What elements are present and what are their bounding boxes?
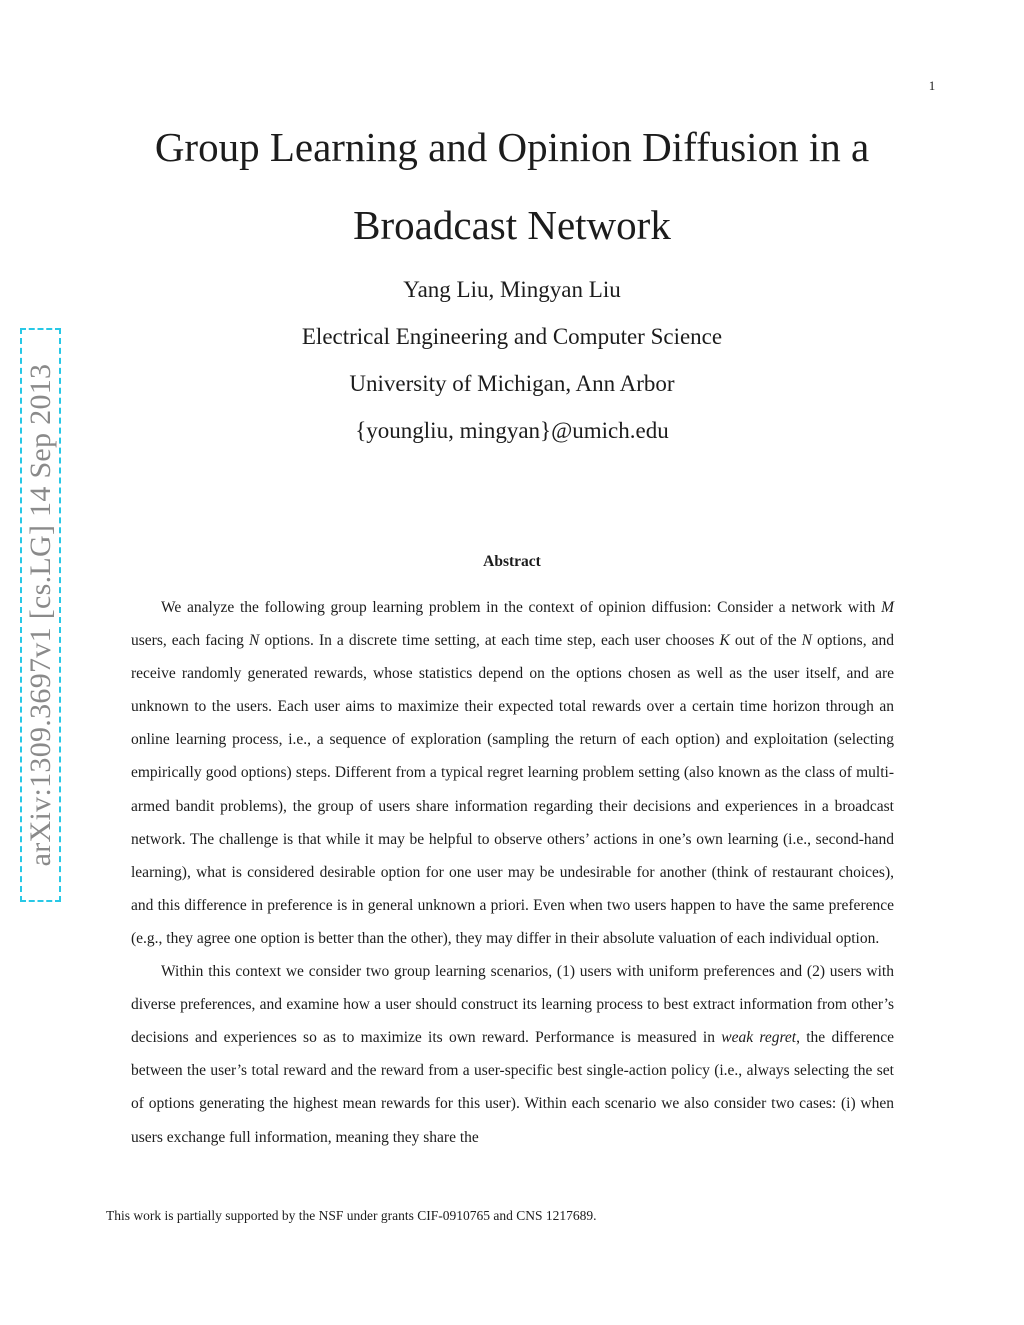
text-run: , the difference between the user’s total reward and the reward from a user-specific best single-action policy (i.e., always selecting the set of options generating the highest mean rewards for this user). Within each scenario we also consider two cases: (i) when users exchange full information, meaning they share the [131, 1029, 894, 1146]
abstract-body [131, 591, 894, 1154]
arxiv-identifier[interactable]: arXiv:1309.3697v1 [cs.LG] 14 Sep 2013 [23, 363, 57, 867]
page-number: 1 [928, 78, 936, 93]
text-run: Within this context we consider two group learning scenarios, (1) users with uniform preferences and (2) users with diverse preferences, and examine how a user should construct its learning process to best extract information from other’s decisions and experiences so as to maximize its own reward. Performance is measured in [131, 963, 894, 1047]
math-symbol-n: N [248, 632, 260, 650]
math-symbol-k: K [719, 632, 730, 650]
text-run: options. In a discrete time setting, at each time step, each user chooses [259, 632, 720, 650]
text-run: options, and receive randomly generated rewards, whose statistics depend on the options chosen as well as the user itself, and are unknown to the users. Each user aims to maximize their expected total rewards over a certain time horizon through an online learning process, i.e., a sequence of exploration (sampling the return of each option) and exploitation (selecting empirically good options) steps. Different from a typical regret learning problem setting (also known as the class of multi-armed bandit problems), the group of users share information regarding their decisions and experiences in a broadcast network. The challenge is that while it may be helpful to observe others’ actions in one’s own learning (i.e., second-hand learning), what is considered desirable option for one user may be undesirable for another (think of restaurant choices), and this difference in preference is in general unknown a priori. Even when two users happen to have the same preference (e.g., they agree one option is better than the other), they may differ in their absolute valuation of each individual option. [131, 632, 895, 947]
emphasis-weak-regret: weak regret [721, 1029, 797, 1047]
funding-footnote: This work is partially supported by the NSF under grants CIF-0910765 and CNS 1217689. [106, 1208, 597, 1223]
abstract-paragraph-1 [131, 591, 894, 955]
authors: Yang Liu, Mingyan Liu [403, 277, 621, 302]
text-run: out of the [729, 632, 802, 650]
abstract-heading: Abstract [483, 553, 541, 570]
title-line-1: Group Learning and Opinion Diffusion in a [154, 124, 870, 170]
university: University of Michigan, Ann Arbor [349, 371, 675, 396]
text-run: We analyze the following group learning problem in the context of opinion diffusion: Consider a network with [161, 599, 882, 616]
math-symbol-m: M [881, 599, 894, 616]
math-symbol-n: N [801, 632, 813, 650]
title-line-2: Broadcast Network [353, 202, 671, 248]
email: {youngliu, mingyan}@umich.edu [355, 418, 669, 443]
department: Electrical Engineering and Computer Science [301, 324, 723, 349]
author-block [100, 266, 924, 454]
arxiv-stamp[interactable] [20, 328, 61, 902]
abstract-paragraph-2 [131, 955, 894, 1154]
paper-title [100, 108, 924, 264]
text-run: users, each facing [131, 632, 249, 650]
